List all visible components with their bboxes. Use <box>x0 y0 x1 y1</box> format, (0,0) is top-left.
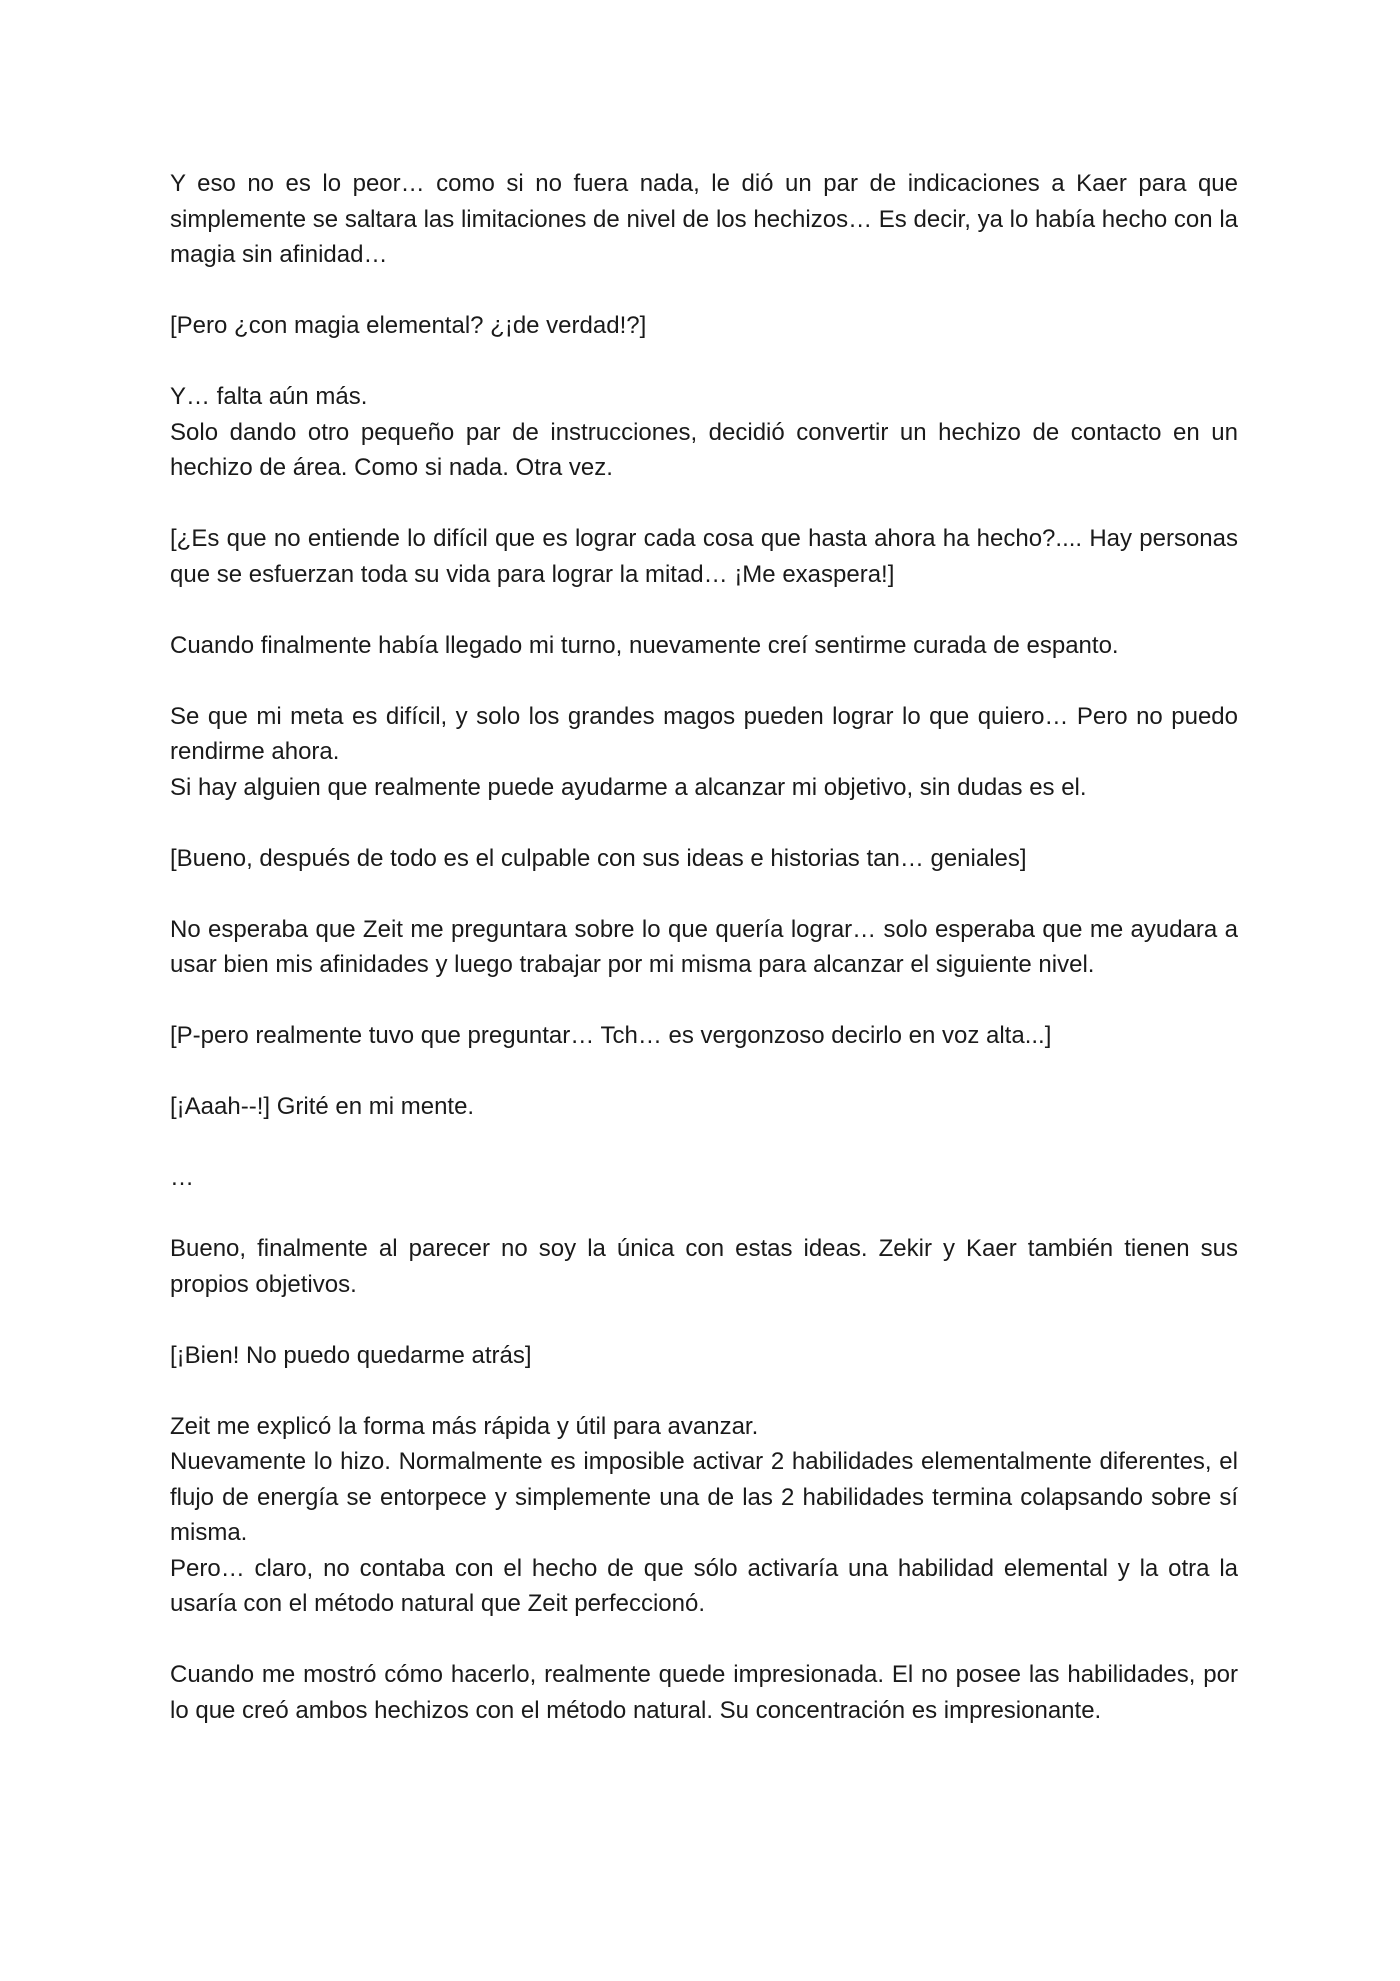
paragraph-line: Bueno, finalmente al parecer no soy la única con estas ideas. Zekir y Kaer también tienen sus propios objetivos. <box>170 1235 1238 1298</box>
paragraph <box>170 308 1238 344</box>
paragraph <box>170 1160 1238 1196</box>
paragraph <box>170 841 1238 877</box>
paragraph <box>170 521 1238 592</box>
paragraph-line: Si hay alguien que realmente puede ayudarme a alcanzar mi objetivo, sin dudas es el. <box>170 773 1087 801</box>
paragraph-line: Cuando me mostró cómo hacerlo, realmente quede impresionada. El no posee las habilidades, por lo que creó ambos hechizos con el método natural. Su concentración es impresionante. <box>170 1661 1238 1724</box>
paragraph-line: Y eso no es lo peor… como si no fuera nada, le dió un par de indicaciones a Kaer para que simplemente se saltara las limitaciones de nivel de los hechizos… Es decir, ya lo había hecho con la magia sin afinidad… <box>170 170 1238 268</box>
paragraph-line: [Pero ¿con magia elemental? ¿¡de verdad!?] <box>170 312 647 339</box>
paragraph-line: Zeit me explicó la forma más rápida y útil para avanzar. <box>170 1412 759 1440</box>
paragraph-line: Y… falta aún más. <box>170 383 368 410</box>
paragraph <box>170 699 1238 806</box>
paragraph-line: No esperaba que Zeit me preguntara sobre lo que quería lograr… solo esperaba que me ayudara a usar bien mis afinidades y luego trabajar por mi misma para alcanzar el siguiente nivel. <box>170 915 1238 978</box>
paragraph <box>170 628 1238 664</box>
paragraph-line: Cuando finalmente había llegado mi turno, nuevamente creí sentirme curada de espanto. <box>170 631 1119 659</box>
paragraph-line: [¡Bien! No puedo quedarme atrás] <box>170 1341 532 1369</box>
paragraph-line: Pero… claro, no contaba con el hecho de que sólo activaría una habilidad elemental y la otra la usaría con el método natural que Zeit perfeccionó. <box>170 1554 1238 1617</box>
paragraph-line: [P-pero realmente tuvo que preguntar… Tch… es vergonzoso decirlo en voz alta...] <box>170 1022 1052 1049</box>
paragraph <box>170 912 1238 983</box>
document-page <box>170 166 1238 1764</box>
paragraph-line: [¡Aaah--!] Grité en mi mente. <box>170 1093 475 1120</box>
paragraph-line: Nuevamente lo hizo. Normalmente es imposible activar 2 habilidades elementalmente diferentes, el flujo de energía se entorpece y simplemente una de las 2 habilidades termina colapsando sobre sí misma. <box>170 1448 1238 1546</box>
paragraph <box>170 1338 1238 1374</box>
paragraph-line: Se que mi meta es difícil, y solo los grandes magos pueden lograr lo que quiero… Pero no puedo rendirme ahora. <box>170 702 1238 765</box>
paragraph-line: … <box>170 1164 194 1191</box>
paragraph-line: Solo dando otro pequeño par de instrucciones, decidió convertir un hechizo de contacto en un hechizo de área. Como si nada. Otra vez. <box>170 418 1238 481</box>
paragraph <box>170 166 1238 273</box>
paragraph <box>170 379 1238 486</box>
paragraph <box>170 1089 1238 1125</box>
paragraph <box>170 1231 1238 1302</box>
paragraph-line: [Bueno, después de todo es el culpable con sus ideas e historias tan… geniales] <box>170 844 1027 872</box>
paragraph <box>170 1409 1238 1622</box>
paragraph <box>170 1018 1238 1054</box>
paragraph <box>170 1657 1238 1728</box>
paragraph-line: [¿Es que no entiende lo difícil que es lograr cada cosa que hasta ahora ha hecho?.... Hay personas que se esfuerzan toda su vida para lograr la mitad… ¡Me exaspera!] <box>170 525 1238 588</box>
